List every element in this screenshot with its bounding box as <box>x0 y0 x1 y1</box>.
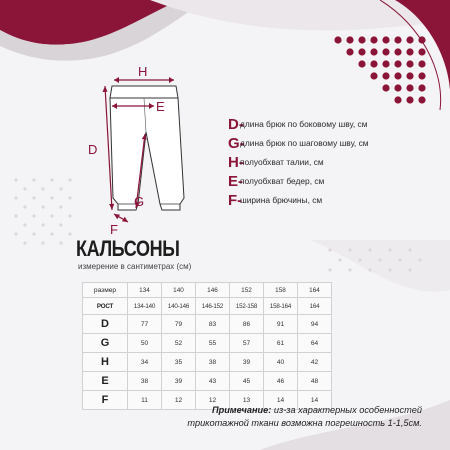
legend-item-h <box>228 154 438 170</box>
table-cell: 61 <box>264 334 298 353</box>
decor-dot <box>418 96 425 103</box>
table-cell: 50 <box>128 334 162 353</box>
decor-dot <box>41 241 44 244</box>
decor-dot <box>348 248 351 251</box>
table-row-label: E <box>83 372 128 391</box>
title-block <box>76 238 202 271</box>
decor-dot <box>32 232 35 235</box>
decor-dot <box>368 248 371 251</box>
decor-dot <box>418 258 421 261</box>
table-cell: 34 <box>128 353 162 372</box>
footnote-line-1 <box>187 404 422 417</box>
decor-dot <box>418 36 425 43</box>
decor-dot <box>50 214 53 217</box>
decor-dot <box>358 48 365 55</box>
legend-text: полуобхват талии, см <box>240 157 324 167</box>
footnote-text-2: трикотажной ткани возможна погрешность 1-1,5см. <box>187 418 422 428</box>
dot-pattern <box>334 36 425 103</box>
legend-letter: D- <box>228 115 244 133</box>
legend-item-f <box>228 192 438 208</box>
table-cell: 13 <box>230 391 264 410</box>
table-cell: 48 <box>298 372 332 391</box>
decor-dot <box>23 205 26 208</box>
decor-dot <box>406 60 413 67</box>
decor-dot <box>358 258 361 261</box>
decor-dot <box>406 48 413 55</box>
decor-dot <box>418 72 425 79</box>
decor-dot <box>32 196 35 199</box>
decor-dot <box>382 84 389 91</box>
decor-dot <box>382 60 389 67</box>
decor-dot <box>406 96 413 103</box>
measure-h-head-right <box>169 77 174 83</box>
table-cell: 39 <box>230 353 264 372</box>
table-cell: 91 <box>264 315 298 334</box>
table-header-label: размер <box>83 283 128 298</box>
footnote <box>187 404 422 430</box>
table-cell: 55 <box>196 334 230 353</box>
decor-dot <box>348 268 351 271</box>
decor-dot <box>406 72 413 79</box>
decor-dot <box>378 258 381 261</box>
legend-letter: H- <box>228 153 244 171</box>
decor-dot <box>370 60 377 67</box>
decor-dot <box>334 36 341 43</box>
decor-dot <box>32 178 35 181</box>
table-cell: 14 <box>298 391 332 410</box>
table-cell: 94 <box>298 315 332 334</box>
table-cell: 86 <box>230 315 264 334</box>
table-cell: 64 <box>298 334 332 353</box>
table-row <box>83 298 332 315</box>
table-cell: 42 <box>298 353 332 372</box>
table-cell: 35 <box>162 353 196 372</box>
legend-letter: E- <box>228 172 243 190</box>
pants-diagram <box>80 58 210 238</box>
decor-dot <box>382 72 389 79</box>
decor-dot <box>394 84 401 91</box>
legend-text: полуобхват бедер, см <box>240 176 325 186</box>
decor-dot <box>68 196 71 199</box>
measurement-legend <box>228 116 438 211</box>
size-table <box>82 282 332 410</box>
label-e: E <box>156 99 165 114</box>
decor-dot <box>382 48 389 55</box>
table-cell: 146-152 <box>196 298 230 315</box>
decor-dot <box>59 241 62 244</box>
label-h: H <box>138 64 148 79</box>
footnote-label: Примечание: <box>211 405 272 415</box>
table-row <box>83 372 332 391</box>
table-header-cell: 164 <box>298 283 332 298</box>
table-cell: 38 <box>128 372 162 391</box>
legend-text: ширина брючины, см <box>240 195 323 205</box>
decor-dot <box>406 84 413 91</box>
table-cell: 39 <box>162 372 196 391</box>
decor-dot <box>14 196 17 199</box>
table-cell: 12 <box>196 391 230 410</box>
decor-dot <box>338 258 341 261</box>
table-row <box>83 353 332 372</box>
table-row-label: D <box>83 315 128 334</box>
table-row-label: H <box>83 353 128 372</box>
table-cell: 45 <box>230 372 264 391</box>
table-cell: 158-164 <box>264 298 298 315</box>
legend-item-e <box>228 173 438 189</box>
measure-d-head-bottom <box>109 204 114 210</box>
decor-dot <box>346 36 353 43</box>
decor-dot <box>23 223 26 226</box>
measure-d-head-top <box>103 86 108 92</box>
footnote-text-1: из-за характерных особенностей <box>273 405 422 415</box>
table-cell: 40 <box>264 353 298 372</box>
table-header-cell: 146 <box>196 283 230 298</box>
legend-text: длина брюк по боковому шву, см <box>240 119 368 129</box>
decor-dot <box>418 84 425 91</box>
table-cell: 140-146 <box>162 298 196 315</box>
decor-dot <box>328 268 331 271</box>
table-cell: 52 <box>162 334 196 353</box>
table-cell: 38 <box>196 353 230 372</box>
decor-dot <box>418 48 425 55</box>
decor-dot <box>50 178 53 181</box>
decor-dot <box>358 60 365 67</box>
legend-letter: F- <box>228 191 243 209</box>
decor-dot <box>50 232 53 235</box>
decor-dot <box>59 223 62 226</box>
decor-dot <box>14 232 17 235</box>
decor-dot <box>368 268 371 271</box>
table-row <box>83 334 332 353</box>
table-row-label: РОСТ <box>83 298 128 315</box>
table-cell: 46 <box>264 372 298 391</box>
decor-dot <box>50 196 53 199</box>
decor-dot <box>59 205 62 208</box>
measure-h-head-left <box>114 77 119 83</box>
table-cell: 11 <box>128 391 162 410</box>
decor-dot <box>370 48 377 55</box>
decor-dot <box>408 268 411 271</box>
decor-dot <box>358 36 365 43</box>
page-title: КАЛЬСОНЫ <box>76 236 180 261</box>
decor-dot <box>23 187 26 190</box>
table-cell: 77 <box>128 315 162 334</box>
decor-dot <box>394 72 401 79</box>
table-cell: 164 <box>298 298 332 315</box>
table-header-cell: 140 <box>162 283 196 298</box>
decor-dot <box>408 248 411 251</box>
decor-dot <box>23 241 26 244</box>
decor-dot <box>41 205 44 208</box>
decor-dot <box>388 248 391 251</box>
decor-dot <box>418 60 425 67</box>
decor-dot <box>68 178 71 181</box>
legend-item-g <box>228 135 438 151</box>
decor-dot <box>68 232 71 235</box>
table-row-label: G <box>83 334 128 353</box>
decor-dot <box>32 214 35 217</box>
decor-dot <box>388 268 391 271</box>
table-cell: 14 <box>264 391 298 410</box>
table-cell: 79 <box>162 315 196 334</box>
waistband <box>110 86 178 98</box>
table-header-cell: 158 <box>264 283 298 298</box>
decor-dot <box>406 36 413 43</box>
legend-text: длина брюк по шаговому шву, см <box>240 138 369 148</box>
decor-dot <box>394 96 401 103</box>
faint-dot-pattern-left <box>14 178 71 244</box>
decor-dot <box>14 178 17 181</box>
label-f: F <box>110 222 118 237</box>
table-row <box>83 315 332 334</box>
table-header-cell: 134 <box>128 283 162 298</box>
decor-dot <box>346 48 353 55</box>
decor-dot <box>41 223 44 226</box>
decor-dot <box>41 187 44 190</box>
decor-dot <box>394 60 401 67</box>
table-cell: 134-140 <box>128 298 162 315</box>
label-g: G <box>134 194 145 209</box>
table-cell: 57 <box>230 334 264 353</box>
decor-dot <box>328 248 331 251</box>
decor-dot <box>59 187 62 190</box>
decor-dot <box>394 36 401 43</box>
table-header-cell: 152 <box>230 283 264 298</box>
table-row-label: F <box>83 391 128 410</box>
table-cell: 12 <box>162 391 196 410</box>
label-d: D <box>88 142 98 157</box>
table-cell: 152-158 <box>230 298 264 315</box>
legend-item-d <box>228 116 438 132</box>
decor-dot <box>370 36 377 43</box>
decor-dot <box>14 214 17 217</box>
table-cell: 43 <box>196 372 230 391</box>
decor-dot <box>68 214 71 217</box>
legend-letter: G- <box>228 134 245 152</box>
decor-dot <box>394 48 401 55</box>
page-subtitle: измерение в сантиметрах (см) <box>78 262 192 271</box>
table-header-row <box>83 283 332 298</box>
decor-dot <box>398 258 401 261</box>
decor-dot <box>370 72 377 79</box>
table-cell: 83 <box>196 315 230 334</box>
decor-dot <box>382 36 389 43</box>
pants-outline <box>110 98 184 210</box>
